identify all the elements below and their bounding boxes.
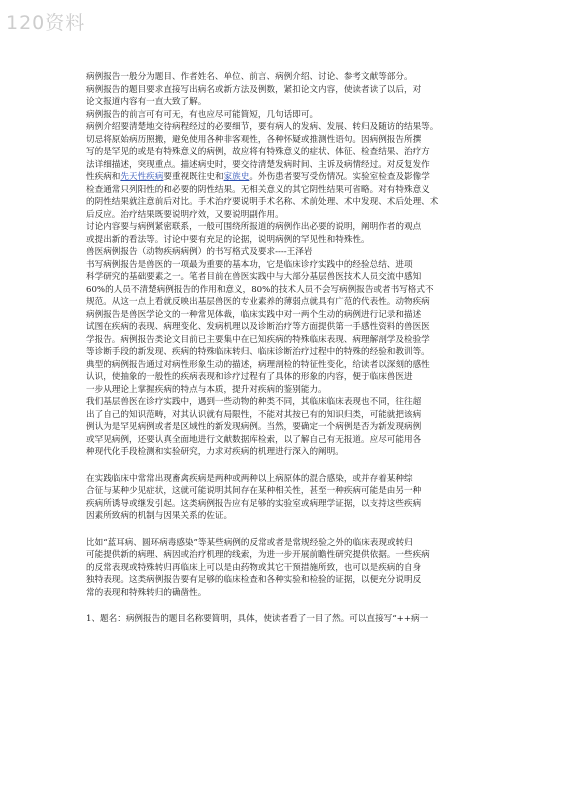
congenital-disease-link[interactable]: 先天性疾病 bbox=[120, 172, 164, 182]
paragraph-line: 出了自己的知识范畴，对其认识就有局限性，不能对其按已有的知识归类，可能就把该病 bbox=[86, 409, 422, 420]
paragraph-line: 独特表现。这类病例报告要有足够的临床检查和各种实验和检验的证据，以便充分说明反 bbox=[86, 575, 422, 585]
vet-report-section bbox=[86, 259, 490, 459]
paragraph-line: 或罕见病例，还要认真全面地进行文献数据库检索，以了解自己有无报道。应尽可能用各 bbox=[86, 434, 422, 445]
paragraph-line: 的阴性结果就注意前后对比。手术治疗要说明手术名称、术前处理、术中发现、术后处理、术 bbox=[86, 197, 439, 207]
paragraph-line: 后反应。治疗结果既要说明疗效，又要说明副作用。 bbox=[86, 209, 284, 220]
paragraph-line: 的反常表现或特殊转归再临床上可以是由药物或其它干预措施所致，也可以是疾病的自身 bbox=[86, 562, 422, 573]
document-body bbox=[86, 71, 490, 626]
paragraph-line: 合征与某种少见症状，这就可能说明其间存在某种相关性，甚至一种疾病可能是由另一种 bbox=[86, 486, 422, 496]
paragraph-line: 疾病所诱导或继发引起。这类病例报告应有足够的实验室或病理学证据，以支持这些疾病 bbox=[86, 498, 422, 509]
paragraph-line: 例认为是罕见病例或者是区域性的新发现病例。当然，要确定一个病例是否为新发现病例 bbox=[86, 422, 422, 432]
atypical-cases-section bbox=[86, 537, 490, 600]
paragraph-line: 比如“蓝耳病、圆环病毒感染”等某些病例的反常或者是常规经验之外的临床表现或转归 bbox=[86, 537, 413, 548]
paragraph-line: 科学研究的基础要素之一。笔者目前在兽医实践中与大部分基层兽医技术人员交流中感知 bbox=[86, 272, 422, 282]
text-run: 。外伤患者要写受伤情况。实验室检查及影像学 bbox=[249, 172, 430, 182]
family-history-link[interactable]: 家族史 bbox=[223, 172, 250, 182]
paragraph-line: 法详细描述，突现重点。描述病史时，要交待清楚发病时间、主诉及病情经过。对反复发作 bbox=[86, 159, 430, 170]
paragraph-line: 可能提供新的病理、病因或治疗机理的线索，为进一步开展前瞻性研究提供依据。一些疾病 bbox=[86, 550, 430, 560]
paragraph-line: 试图在疾病的表现、病理变化、发病机理以及诊断治疗等方面提供第一手感性资料的兽医医 bbox=[86, 322, 430, 332]
paragraph-line: 等诊断手段的新发现、疾病的特殊临床转归、临床诊断治疗过程中的特殊的经验和教训等。 bbox=[86, 347, 430, 357]
paragraph-line: 讨论内容要与病例紧密联系，一般可围绕所报道的病例作出必要的说明，阐明作者的观点 bbox=[86, 222, 422, 232]
paragraph-line: 种现代化手段检测和实验研究，力求对疾病的机理进行深入的阐明。 bbox=[86, 447, 344, 457]
paragraph-line: 切忌将原始病历照搬，避免使用各种非客观性，各种怀疑或推测性语句。因病例报告所撰 bbox=[86, 134, 422, 145]
paragraph-line: 60%的人员不清楚病例报告的作用和意义，80%的技术人员不会写病例报告或者书写格式不 bbox=[86, 284, 434, 295]
paragraph-line: 一步从理论上掌握疾病的特点与本质，提升对疾病的鉴别能力。 bbox=[86, 384, 327, 395]
intro-section bbox=[86, 71, 490, 171]
section-title: 兽医病例报告（动物疾病病例）的书写格式及要求----王泽岩 bbox=[86, 247, 313, 257]
paragraph-line: 病例报告的题目要求直接写出病名或新方法及例数，紧扣论文内容，使读者读了以后，对 bbox=[86, 84, 422, 95]
paragraph-line: 我们基层兽医在诊疗实践中，遇到一些动物的种类不同，其临床临床表现也不同，往往超 bbox=[86, 397, 422, 407]
title-rules-section bbox=[86, 613, 490, 626]
paragraph-line: 病例报告的前言可有可无，有也应尽可能简短，几句话即可。 bbox=[86, 109, 319, 120]
paragraph-line: 病例报告一般分为题目、作者姓名、单位、前言、病例介绍、讨论、参考文献等部分。 bbox=[86, 72, 413, 82]
mixed-infection-section bbox=[86, 473, 490, 523]
paragraph-line: 因素所致病的机制与因果关系的佐证。 bbox=[86, 511, 233, 521]
paragraph-line: 写的是罕见的或是有特殊意义的病例，故应将有特殊意义的症状、体征、检查结果、治疗方 bbox=[86, 147, 430, 157]
paragraph-line: 在实践临床中常常出现畜禽疾病是两种或两种以上病原体的混合感染，或并存着某种综 bbox=[86, 473, 413, 484]
paragraph-line: 病例报告是兽医学论文的一种常见体裁，临床实践中对一两个生动的病例进行记录和描述 bbox=[86, 309, 422, 320]
paragraph-line: 检查通常只列阳性的和必要的阴性结果。无相关意义的其它阴性结果可省略。对有特殊意义 bbox=[86, 184, 430, 195]
watermark-logo: 120资料 bbox=[6, 12, 86, 34]
text-run: 性疾病和 bbox=[86, 172, 121, 182]
paragraph-line: 病例介绍要清楚地交待病程经过的必要细节，要有病人的发病、发展、转归及随访的结果等。 bbox=[86, 122, 439, 132]
paragraph-line: 书写病例报告是兽医的一项最为重要的基本功，它是临床诊疗实践中的经验总结、进项 bbox=[86, 259, 413, 270]
paragraph-line: 1、题名：病例报告的题目名称要简明，具体，使读者看了一目了然。可以直接写“++病一 bbox=[86, 614, 429, 624]
intro-section-cont bbox=[86, 184, 490, 247]
paragraph-line: 认识，使抽象的一般性的疾病表现和诊疗过程有了具体的形象的内容，便于临床兽医进 bbox=[86, 372, 413, 382]
paragraph-line: 常的表现和特殊转归的确凿性。 bbox=[86, 587, 207, 598]
paragraph-line: 规范。从这一点上看就反映出基层兽医的专业素养的薄弱点就具有广范的代表性。动物疾病 bbox=[86, 297, 430, 307]
paragraph-line bbox=[86, 171, 490, 184]
text-run: 要重视既往史和 bbox=[163, 172, 224, 182]
paragraph-line: 典型的病例报告通过对病性形象生动的描述，病理剖检的特征性变化，给读者以深刻的感性 bbox=[86, 359, 430, 370]
paragraph-line: 论文报道内容有一直大致了解。 bbox=[86, 97, 207, 107]
paragraph-line: 学报告。病例报告类论文目前已主要集中在已知疾病的特殊临床表现、病理解剖学及检验学 bbox=[86, 334, 430, 345]
paragraph-line: 或提出新的看法等。讨论中要有充足的论据，说明病例的罕见性和特殊性。 bbox=[86, 234, 370, 245]
